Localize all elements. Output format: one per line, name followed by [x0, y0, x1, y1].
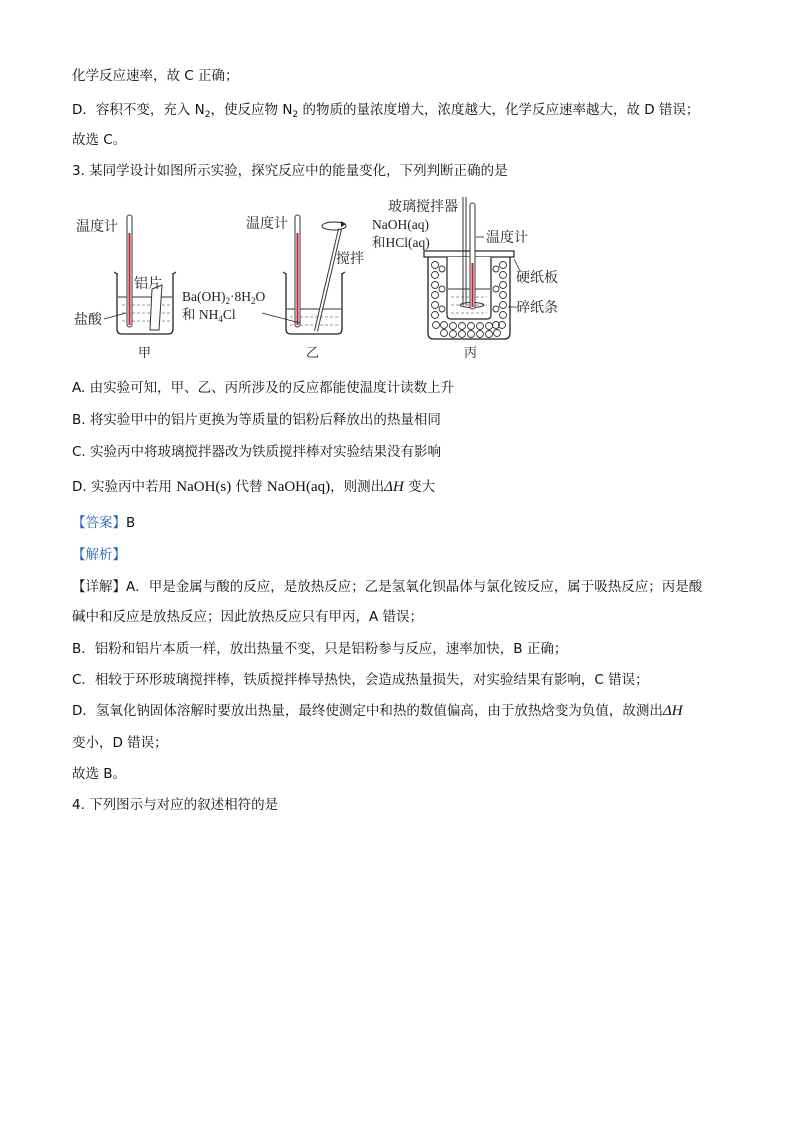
detail-line-6: 变小，D 错误； [72, 735, 168, 751]
detail-line-5: D．氢氧化钠固体溶解时要放出热量，最终使测定中和热的数值偏高，由于放热焓变为负值，故测出ΔH [72, 703, 683, 719]
jia-acid-label: 盐酸 [74, 312, 102, 328]
jia-thermometer-label: 温度计 [76, 219, 118, 235]
bing-board-label: 硬纸板 [516, 270, 558, 286]
detail-line-1: 【详解】A．甲是金属与酸的反应，是放热反应；乙是氢氧化钡晶体与氯化铵反应，属于吸热反应；丙是酸 [72, 579, 703, 595]
apparatus-yi [182, 215, 364, 361]
detail-line-3: B．铝粉和铝片本质一样，放出热量不变，只是铝粉参与反应，速率加快，B 正确； [72, 641, 568, 657]
option-b: B. 将实验甲中的铝片更换为等质量的铝粉后释放出的热量相同 [72, 412, 441, 428]
yi-reagent-b: 和 $NH_4Cl$ [182, 307, 236, 324]
option-a: A. 由实验可知，甲、乙、丙所涉及的反应都能使温度计读数上升 [72, 380, 455, 396]
option-c: C. 实验丙中将玻璃搅拌器改为铁质搅拌棒对实验结果没有影响 [72, 444, 442, 460]
bing-paper-label: 碎纸条 [516, 300, 558, 316]
prev-line-2: D．容积不变，充入 $N_2$，使反应物 $N_2$ 的物质的量浓度增大，浓度越大，化学反应速率越大，故 D 错误； [72, 102, 700, 120]
option-d: D. 实验丙中若用 NaOH(s) 代替 NaOH(aq)，则测出ΔH 变大 [72, 479, 436, 495]
answer-line [72, 513, 135, 533]
yi-reagent-a: $Ba(OH)_2\cdot 8H_2O$ [182, 289, 266, 306]
jia-caption: 甲 [138, 346, 152, 361]
bing-thermometer-label: 温度计 [486, 230, 528, 246]
yi-caption: 乙 [306, 346, 320, 361]
bing-stirrer-label: 玻璃搅拌器 [388, 199, 458, 215]
prev-line-1: 化学反应速率，故 C 正确； [72, 68, 239, 84]
bing-hcl-label: 和HCl(aq) [372, 235, 430, 250]
yi-thermometer-label: 温度计 [246, 216, 288, 232]
analysis-label: 【解析】 [72, 547, 126, 563]
detail-line-7: 故选 B。 [72, 766, 127, 782]
answer-value: B [126, 515, 136, 531]
yi-stir-label: 搅拌 [336, 251, 364, 267]
prev-line-3: 故选 C。 [72, 132, 127, 148]
experiment-figure [70, 193, 580, 368]
detail-line-4: C．相较于环形玻璃搅拌棒，铁质搅拌棒导热快，会造成热量损失，对实验结果有影响，C 错误； [72, 672, 649, 688]
bing-naoh-label: NaOH(aq) [372, 217, 429, 232]
detail-line-2: 碱中和反应是放热反应；因此放热反应只有甲丙，A 错误； [72, 609, 424, 625]
analysis-line [72, 545, 126, 565]
question-3-stem: 3. 某同学设计如图所示实验，探究反应中的能量变化，下列判断正确的是 [72, 163, 508, 179]
jia-foil-label: 铝片 [134, 276, 162, 292]
apparatus-jia [74, 215, 176, 361]
answer-label: 【答案】 [72, 515, 126, 531]
bing-caption: 丙 [464, 346, 478, 361]
apparatus-bing [372, 197, 558, 361]
question-4-stem: 4. 下列图示与对应的叙述相符的是 [72, 797, 279, 813]
